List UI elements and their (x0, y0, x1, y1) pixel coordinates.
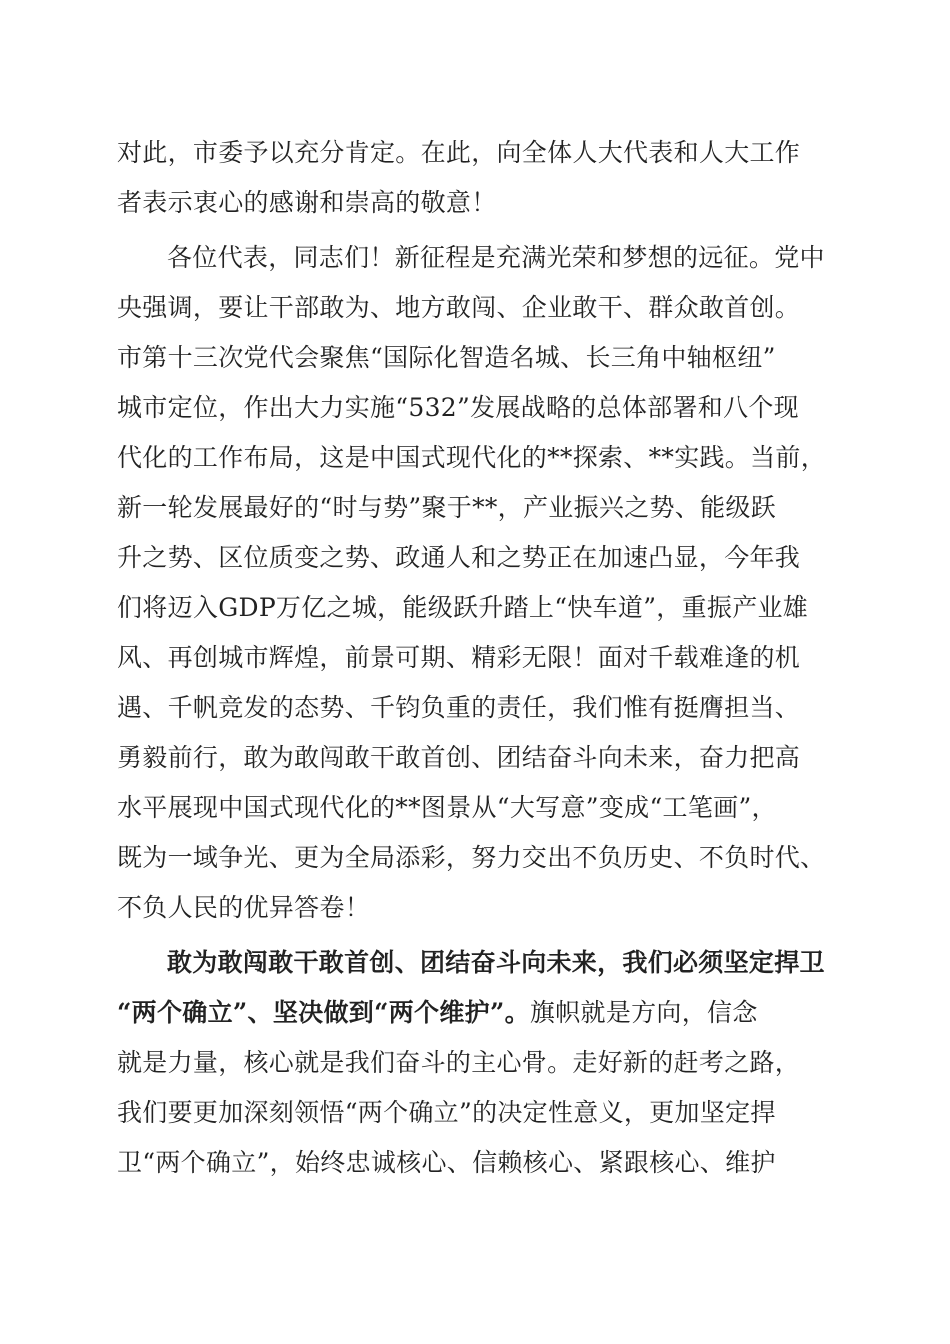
bold-heading-line: 敢为敢闯敢干敢首创、团结奋斗向未来，我们必须坚定捍卫 (167, 948, 825, 977)
paragraph-line: 遇、千帆竞发的态势、千钧负重的责任，我们惟有挺膺担当、 (117, 693, 801, 722)
paragraph-line: 既为一域争光、更为全局添彩，努力交出不负历史、不负时代、 (117, 843, 826, 872)
paragraph-line: 各位代表，同志们！新征程是充满光荣和梦想的远征。党中 (167, 243, 825, 272)
paragraph-line: 者表示衷心的感谢和崇高的敬意！ (117, 188, 497, 217)
paragraph-line: 升之势、区位质变之势、政通人和之势正在加速凸显，今年我 (117, 543, 801, 572)
paragraph-line: 央强调，要让干部敢为、地方敢闯、企业敢干、群众敢首创。 (117, 293, 801, 322)
bold-heading-fragment: “两个确立”、坚决做到“两个维护”。 (117, 998, 530, 1027)
paragraph-line: 风、再创城市辉煌，前景可期、精彩无限！面对千载难逢的机 (117, 643, 801, 672)
paragraph-2 (117, 233, 847, 933)
paragraph-line: 不负人民的优异答卷！ (117, 893, 371, 922)
body-fragment: 旗帜就是方向，信念 (529, 998, 758, 1027)
paragraph-line: 们将迈入GDP万亿之城，能级跃升踏上“快车道”，重振产业雄 (117, 593, 809, 622)
paragraph-line: 就是力量，核心就是我们奋斗的主心骨。走好新的赶考之路， (117, 1048, 801, 1077)
paragraph-line: 对此，市委予以充分肯定。在此，向全体人大代表和人大工作 (117, 138, 801, 167)
paragraph-line: 代化的工作布局，这是中国式现代化的**探索、**实践。当前， (117, 443, 827, 472)
paragraph-line: 卫“两个确立”，始终忠诚核心、信赖核心、紧跟核心、维护 (117, 1148, 776, 1177)
paragraph-1 (117, 128, 847, 228)
paragraph-line: 水平展现中国式现代化的**图景从“大写意”变成“工笔画”， (117, 793, 777, 822)
paragraph-line: 新一轮发展最好的“时与势”聚于**，产业振兴之势、能级跃 (117, 493, 776, 522)
paragraph-3 (117, 938, 847, 1188)
paragraph-line: 市第十三次党代会聚焦“国际化智造名城、长三角中轴枢纽” (117, 343, 776, 372)
paragraph-line: 勇毅前行，敢为敢闯敢干敢首创、团结奋斗向未来，奋力把高 (117, 743, 801, 772)
mixed-line (117, 988, 847, 1038)
paragraph-line: 城市定位，作出大力实施“532”发展战略的总体部署和八个现 (117, 393, 799, 422)
paragraph-line: 我们要更加深刻领悟“两个确立”的决定性意义，更加坚定捍 (117, 1098, 776, 1127)
